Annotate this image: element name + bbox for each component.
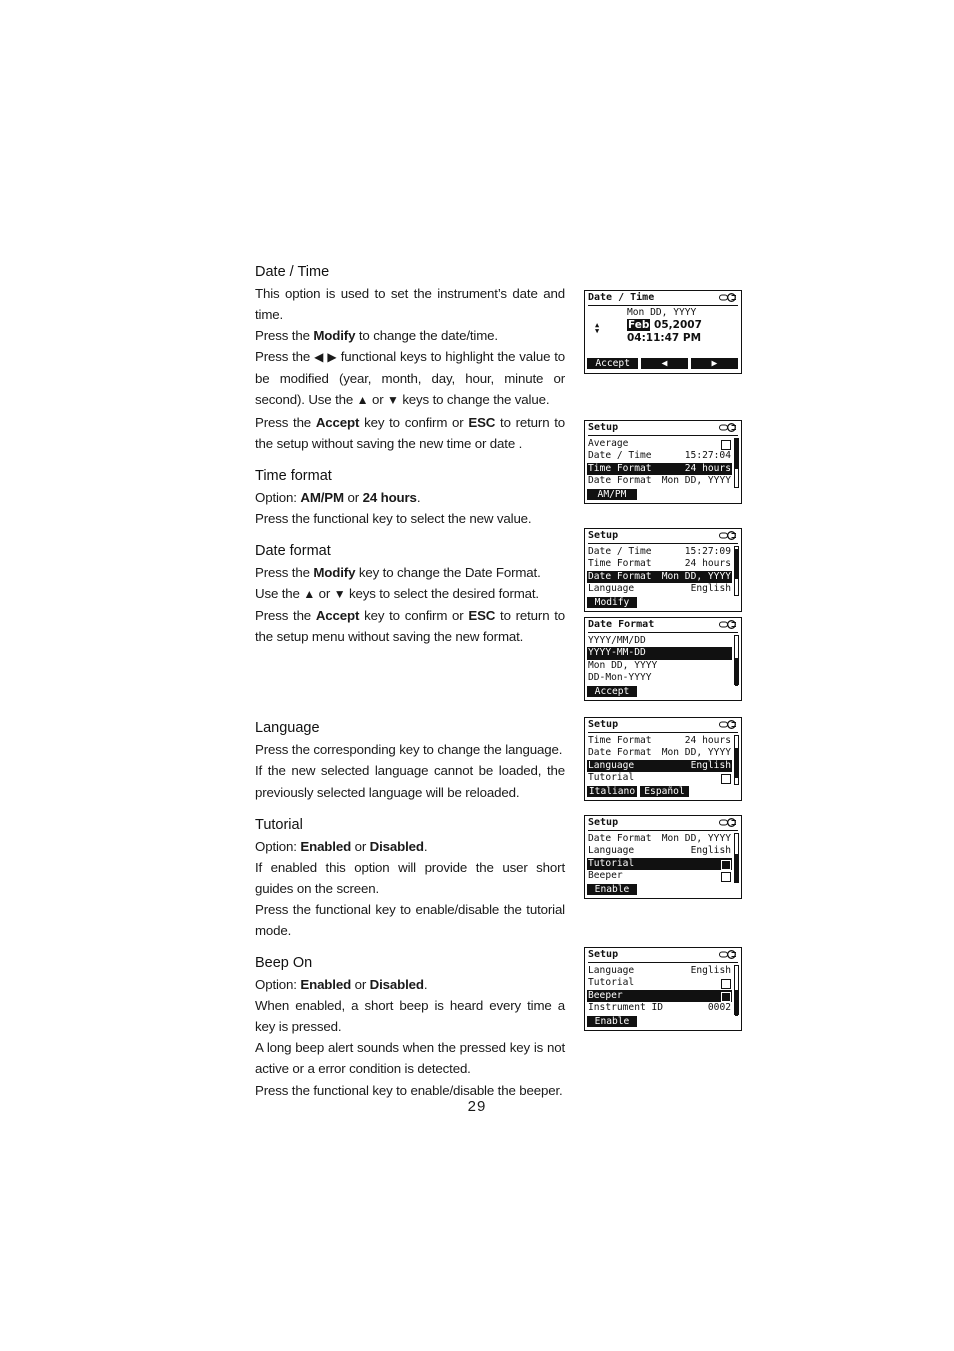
esc-key-label: ESC	[468, 414, 496, 430]
lcd-screen-date-format-list	[584, 617, 742, 701]
lcd-menu-row[interactable]: Beeper	[587, 870, 732, 882]
softkey[interactable]: Accept	[587, 686, 637, 697]
plug-icon	[719, 620, 737, 629]
lcd-menu-row[interactable]: Time Format 24 hours	[588, 558, 731, 570]
manual-text-column	[255, 262, 565, 1101]
softkey[interactable]: Modify	[587, 597, 637, 608]
left-softkey[interactable]: ◀	[641, 358, 687, 369]
section-heading-date-time: Date / Time	[255, 264, 330, 280]
checkbox-icon	[721, 992, 731, 1002]
lcd-menu-row[interactable]: Language English	[588, 582, 731, 594]
lcd-menu-row[interactable]: Date / Time 15:27:04	[588, 450, 731, 462]
checkbox-icon	[721, 440, 731, 450]
lcd-menu-row[interactable]: YYYY-MM-DD	[587, 647, 732, 659]
right-triangle-icon: ▶	[327, 350, 337, 365]
date-time-intro: This option is used to set the instrument’s date and time.	[255, 286, 565, 323]
scrollbar[interactable]	[734, 965, 739, 1015]
lcd-menu-row[interactable]: Mon DD, YYYY	[588, 659, 658, 671]
page-number: 29	[467, 1098, 487, 1115]
softkey[interactable]: Enable	[587, 1016, 637, 1027]
date-time-accept-line: Press the Accept key to confirm or ESC to return to the setup without saving the new time or date .	[255, 414, 566, 451]
lcd-menu-row[interactable]: Date Format Mon DD, YYYY	[588, 474, 731, 486]
right-softkey[interactable]: ▶	[691, 358, 738, 369]
checkbox-icon	[721, 872, 731, 882]
left-triangle-icon: ◀	[314, 350, 324, 365]
accept-softkey[interactable]: Accept	[587, 358, 638, 369]
modify-key-label: Modify	[313, 328, 356, 344]
lcd-menu-row[interactable]: Date Format Mon DD, YYYY	[588, 570, 731, 582]
date-format-body: Press the Modify key to change the Date Format. Use the ▲ or ▼ keys to select the desired format. Press the Accept key to confirm or ESC to return to the setup menu without saving the new format.	[255, 564, 566, 645]
plug-icon	[719, 423, 737, 432]
scrollbar[interactable]	[734, 438, 739, 488]
lcd-menu-row[interactable]: DD-Mon-YYYY	[588, 671, 652, 683]
softkey[interactable]: Español	[640, 786, 689, 797]
time-format-instruction: Press the functional key to select the new value.	[255, 510, 532, 526]
scrollbar[interactable]	[734, 735, 739, 785]
tutorial-body: Option: Enabled or Disabled. If enabled this option will provide the user short guides on the screen. Press the functional key to enable/disable the tutorial mode.	[255, 838, 565, 938]
down-triangle-icon: ▼	[387, 393, 399, 408]
lcd-menu-row[interactable]: Tutorial	[587, 772, 732, 784]
date-time-body	[255, 283, 565, 454]
checkbox-icon	[721, 979, 731, 989]
lcd-menu-row[interactable]: Language English	[588, 965, 731, 976]
lcd-screen-setup-time-format	[584, 420, 742, 504]
language-body: Press the corresponding key to change the language. If the new selected language cannot be loaded, the previously selected language will be reloaded.	[255, 742, 565, 800]
section-heading-time-format: Time format	[255, 467, 332, 484]
lcd-menu-row[interactable]: Tutorial	[587, 858, 732, 870]
plug-icon	[719, 818, 737, 827]
time-format-options: Option: AM/PM or 24 hours.	[255, 489, 421, 505]
scrollbar[interactable]	[734, 833, 739, 883]
time-format-body	[255, 487, 565, 529]
lcd-screen-date-time: Date / Time ▲ ▼ Mon DD, YYYY Feb 05,2007 04:11:47 PM Accept ◀ ▶	[584, 290, 742, 374]
lcd-menu-row[interactable]: Language English	[588, 845, 731, 857]
up-triangle-icon: ▲	[303, 587, 316, 602]
section-heading-language: Language	[255, 720, 320, 737]
plug-icon	[719, 950, 737, 959]
plug-icon	[719, 531, 737, 540]
lcd-title: Setup	[588, 949, 738, 963]
scrollbar[interactable]	[734, 546, 739, 596]
lcd-menu-row[interactable]: Average	[587, 438, 732, 450]
lcd-screen-setup-date-format	[584, 528, 742, 612]
beep-body: Option: Enabled or Disabled. When enabled, a short beep is heard every time a key is pressed. A long beep alert sounds when the pressed key is not active or a error condition is detected. Press the functional key to enable/disable the beeper.	[255, 977, 565, 1098]
date-time-arrows-line: Press the ◀ ▶ functional keys to highlight the value to be modified (year, month, day, hour, minute or second). Use the ▲ or ▼ keys to change the value.	[255, 349, 565, 408]
lcd-screen-setup-tutorial	[584, 815, 742, 899]
lcd-menu-row[interactable]: YYYY/MM/DD	[588, 635, 646, 646]
section-heading-tutorial: Tutorial	[255, 816, 303, 833]
lcd-title: Setup	[588, 719, 738, 733]
down-triangle-icon: ▼	[333, 587, 346, 602]
lcd-menu-row[interactable]: Date / Time 15:27:09	[588, 546, 731, 557]
softkey[interactable]: Italiano	[588, 786, 636, 798]
softkey[interactable]: AM/PM	[587, 489, 637, 500]
date-time-modify-line: Press the Modify to change the date/time.	[255, 328, 498, 344]
month-field-selected: Feb	[628, 319, 650, 331]
section-heading-date-format: Date format	[255, 542, 331, 559]
lcd-menu-row[interactable]: Language English	[588, 759, 731, 771]
checkbox-icon	[721, 860, 731, 870]
softkey[interactable]: Enable	[587, 884, 637, 895]
lcd-screen-setup-language	[584, 717, 742, 801]
lcd-title: Date / Time	[588, 292, 738, 306]
checkbox-icon	[721, 774, 731, 784]
plug-icon	[719, 293, 737, 302]
lcd-title: Setup	[588, 817, 738, 831]
lcd-screen-setup-beeper	[584, 947, 742, 1031]
lcd-menu-row[interactable]: Instrument ID 0002	[588, 1001, 731, 1013]
lcd-menu-row[interactable]: Time Format 24 hours	[588, 735, 731, 746]
lcd-menu-row[interactable]: Date Format Mon DD, YYYY	[588, 833, 731, 844]
accept-key-label: Accept	[315, 414, 360, 430]
lcd-menu-row[interactable]: Time Format 24 hours	[588, 462, 731, 474]
plug-icon	[719, 720, 737, 729]
scrollbar[interactable]	[734, 635, 739, 685]
lcd-menu-row[interactable]: Beeper	[587, 990, 732, 1002]
lcd-title: Setup	[588, 422, 738, 436]
lcd-title: Setup	[588, 530, 738, 544]
section-heading-beep-on: Beep On	[255, 955, 313, 972]
lcd-menu-row[interactable]: Date Format Mon DD, YYYY	[588, 747, 731, 759]
up-down-arrows-icon: ▲ ▼	[595, 321, 600, 335]
lcd-menu-row[interactable]: Tutorial	[587, 977, 732, 989]
up-triangle-icon: ▲	[356, 393, 369, 408]
lcd-title: Date Format	[588, 619, 738, 633]
